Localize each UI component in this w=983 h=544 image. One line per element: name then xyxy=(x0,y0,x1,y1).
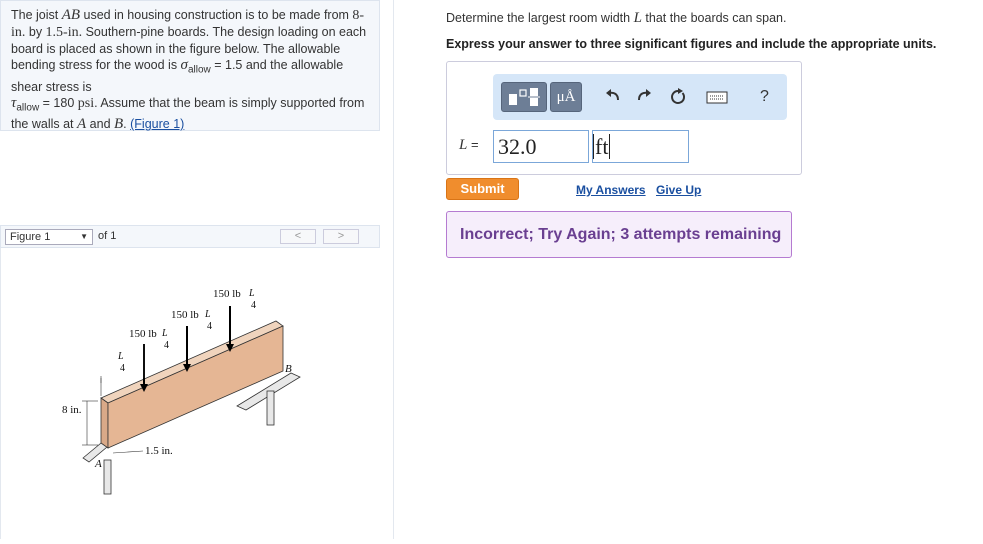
load-label: 150 lb xyxy=(171,309,199,321)
keyboard-icon[interactable] xyxy=(706,90,728,110)
submit-button[interactable]: Submit xyxy=(446,178,519,200)
problem-text: used in housing construction is to be made from xyxy=(80,8,353,22)
figure-link[interactable]: (Figure 1) xyxy=(130,117,185,131)
templates-button[interactable] xyxy=(501,82,547,112)
question-suffix: that the boards can span. xyxy=(641,11,787,25)
fraction-denominator: 4 xyxy=(207,321,212,332)
feedback-message: Incorrect; Try Again; 3 attempts remaining xyxy=(446,211,792,258)
chevron-right-icon: > xyxy=(337,230,345,242)
fraction-denominator: 4 xyxy=(164,340,169,351)
support-b-label: B xyxy=(285,363,292,375)
problem-text: and xyxy=(86,117,114,131)
problem-text: = 180 xyxy=(39,95,78,110)
problem-text: The joist xyxy=(11,8,62,22)
units-value: ft xyxy=(595,134,609,159)
answer-box xyxy=(446,61,802,175)
problem-statement xyxy=(0,0,380,131)
redo-icon[interactable] xyxy=(636,88,652,109)
support-a-label: A xyxy=(95,458,102,470)
help-icon[interactable]: ? xyxy=(760,88,769,105)
width-label: 1.5 in. xyxy=(145,445,173,457)
answer-instruction: Express your answer to three significant figures and include the appropriate units. xyxy=(446,37,937,51)
depth-label: 8 in. xyxy=(62,404,82,416)
problem-text: . xyxy=(123,117,131,131)
question-symbol: L xyxy=(633,10,642,26)
answer-label xyxy=(459,137,479,154)
chevron-left-icon: < xyxy=(294,230,302,242)
left-panel xyxy=(0,0,394,539)
dropdown-arrow-icon: ▼ xyxy=(80,232,88,241)
tau-subscript: allow xyxy=(16,102,40,113)
joist-symbol: AB xyxy=(61,7,81,23)
question-text xyxy=(446,10,786,27)
question-prefix: Determine the largest room width xyxy=(446,11,634,25)
joist-board xyxy=(101,321,283,448)
undo-icon[interactable] xyxy=(605,88,621,109)
problem-text: . Assume that the beam is simply supported from the walls at xyxy=(11,95,365,131)
support-b-symbol: B xyxy=(114,116,124,132)
problem-text: = 1.5 and the allowable shear stress is xyxy=(11,58,344,94)
joist-figure xyxy=(1,248,381,539)
answer-symbol: L xyxy=(459,137,468,153)
units-button[interactable] xyxy=(550,82,582,112)
psi-unit: psi xyxy=(77,95,95,111)
value-input[interactable]: 32.0 xyxy=(493,130,589,163)
templates-icon xyxy=(502,83,546,111)
fraction-numerator: L xyxy=(162,328,168,339)
prev-figure-button[interactable] xyxy=(280,229,316,244)
depth-value: 8-in. xyxy=(11,8,365,40)
my-answers-link[interactable]: My Answers xyxy=(576,183,646,197)
give-up-link[interactable]: Give Up xyxy=(656,183,702,197)
problem-text: Southern-pine boards. The design loading on each board is placed as shown in the figure below. The allowable bending stress for the wood is xyxy=(11,25,367,72)
fraction-numerator: L xyxy=(205,309,211,320)
figure-select-value: Figure 1 xyxy=(10,231,51,243)
sigma-subscript: allow xyxy=(187,64,211,76)
units-input[interactable] xyxy=(592,130,689,163)
math-toolbar xyxy=(493,74,787,120)
tau-symbol: τ xyxy=(11,94,17,111)
fraction-denominator: 4 xyxy=(120,363,125,374)
sigma-symbol: σ xyxy=(180,57,188,73)
next-figure-button[interactable] xyxy=(323,229,359,244)
support-a-symbol: A xyxy=(77,116,87,132)
fraction-denominator: 4 xyxy=(251,300,256,311)
units-label: μÅ xyxy=(556,89,576,105)
fraction-numerator: L xyxy=(249,288,255,299)
answer-equals: = xyxy=(467,137,479,152)
figure-count: of 1 xyxy=(98,230,117,242)
figure-select[interactable] xyxy=(5,229,93,245)
width-value: 1.5-in. xyxy=(45,25,83,40)
reset-icon[interactable] xyxy=(669,88,687,111)
fraction-numerator: L xyxy=(118,351,124,362)
figure-nav-bar xyxy=(0,225,380,248)
problem-text: by xyxy=(25,25,46,39)
load-label: 150 lb xyxy=(129,328,157,340)
load-label: 150 lb xyxy=(213,288,241,300)
figure-area xyxy=(0,248,381,539)
